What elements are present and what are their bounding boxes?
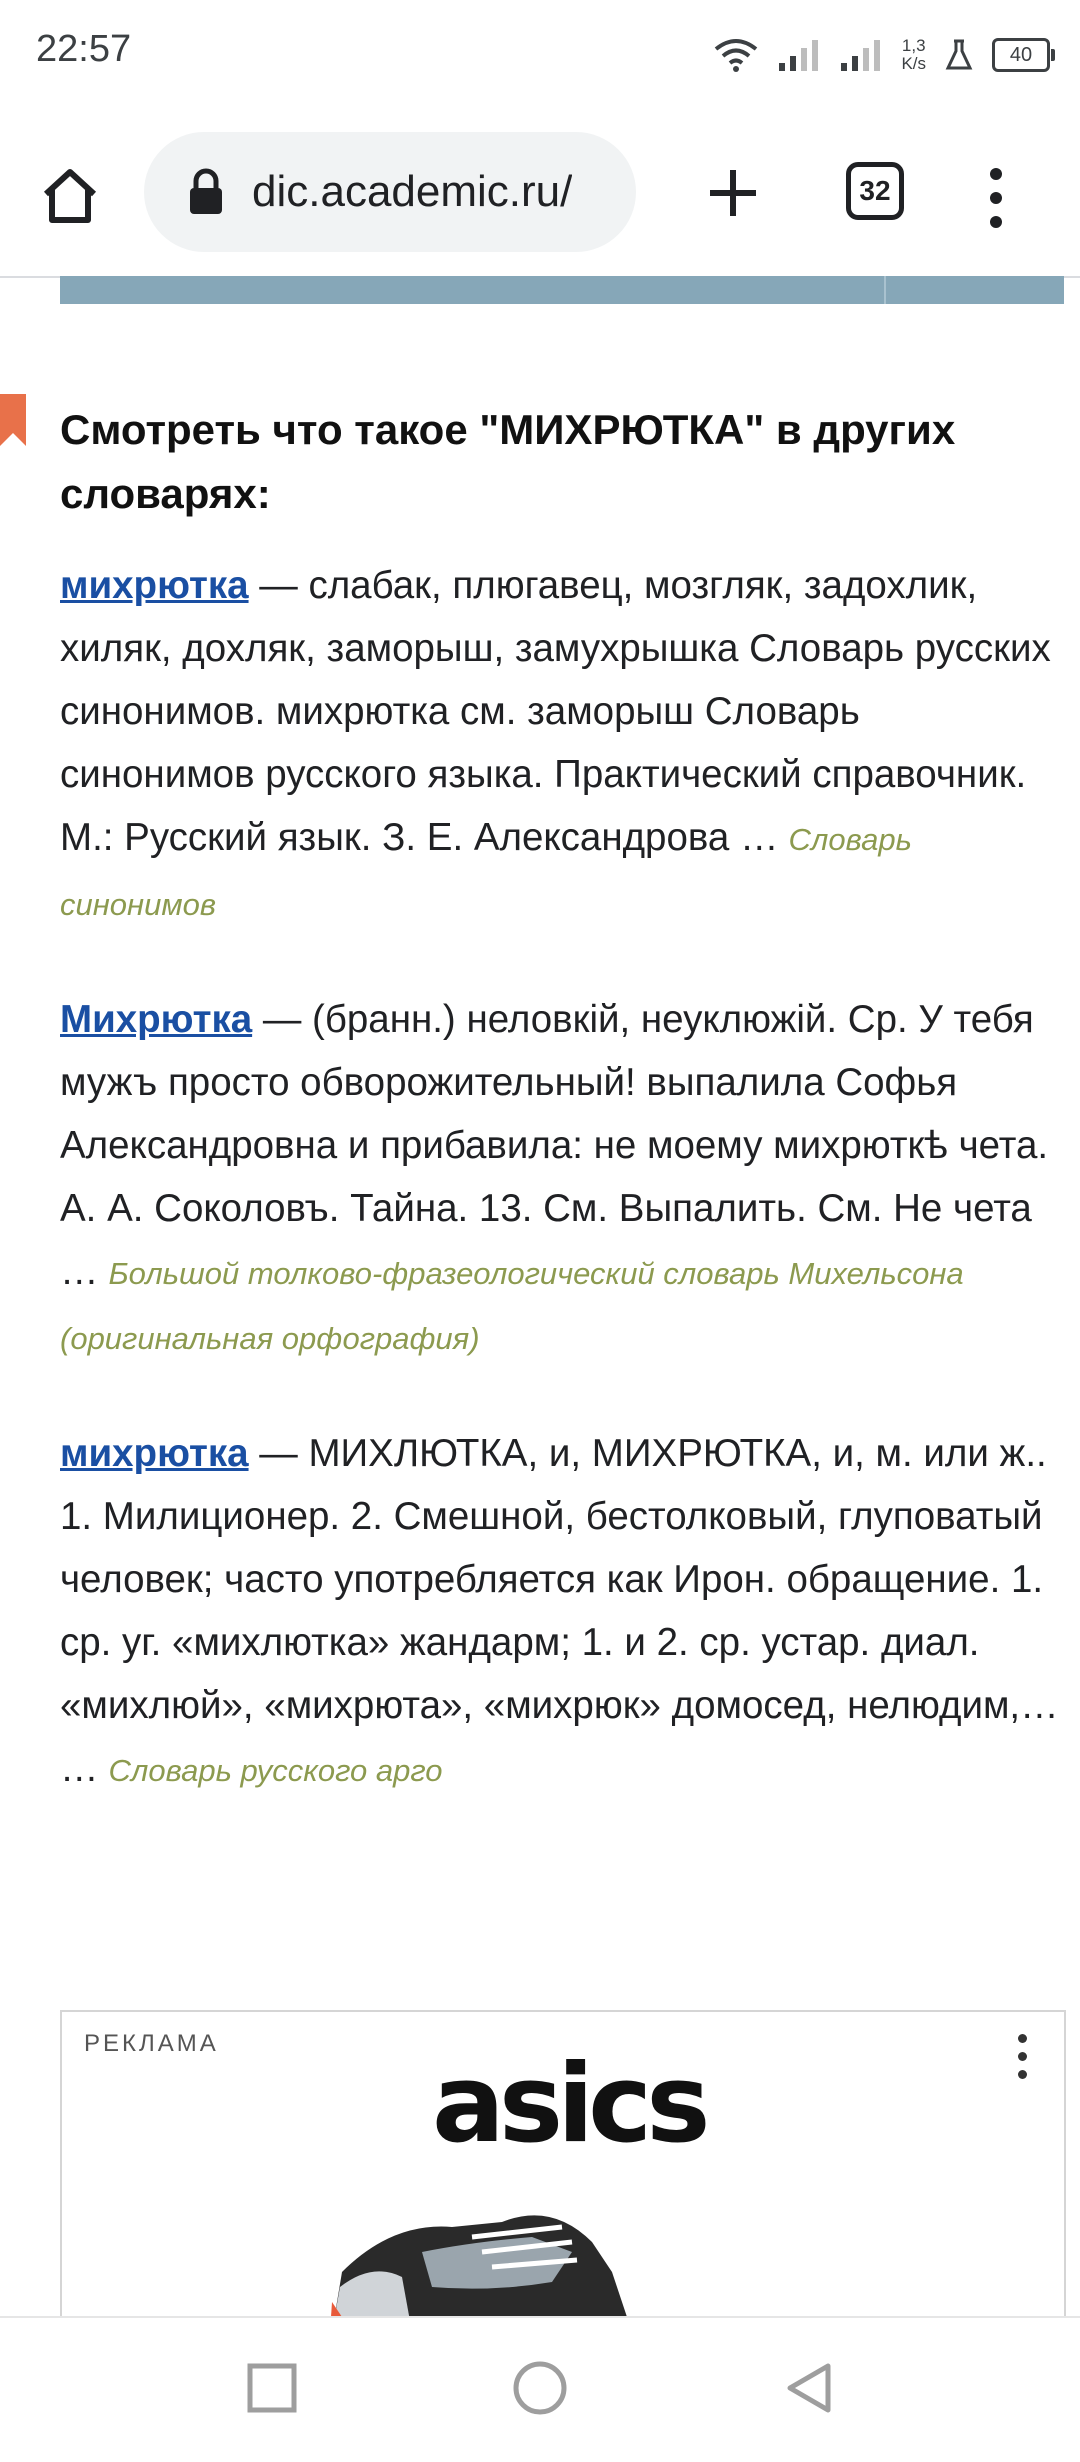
home-circle-icon[interactable]: [510, 2358, 570, 2418]
recents-icon[interactable]: [242, 2358, 302, 2418]
address-bar[interactable]: [144, 132, 636, 252]
shoe-image: [272, 2182, 772, 2332]
entry-text: — МИХЛЮТКА, и, МИХРЮТКА, и, м. или ж.. 1. Милиционер. 2. Смешной, бестолковый, глуповатый человек; часто употребляется как Ирон. обращение. 1. ср. уг. «михлютка» жандарм; 1. и 2. ср. устар. диал. «михлюй», «михрюта», «михрюк» домосед, нелюдим,… …: [60, 1432, 1059, 1790]
signal-icon: [839, 37, 883, 73]
bookmark-icon[interactable]: [0, 394, 26, 446]
network-speed: [901, 37, 926, 73]
dictionary-entry: [60, 988, 1064, 1370]
header-strip: [60, 276, 1064, 304]
new-tab-button[interactable]: [700, 160, 766, 226]
wifi-icon: [713, 37, 759, 73]
ad-options-button[interactable]: [1018, 2034, 1030, 2079]
system-nav-bar: [0, 2316, 1080, 2462]
home-button[interactable]: [34, 160, 106, 232]
entry-headword-link[interactable]: Михрютка: [60, 998, 253, 1041]
menu-dot: [1018, 2052, 1027, 2061]
tabs-button[interactable]: 32: [846, 162, 904, 220]
browser-toolbar: [0, 110, 1080, 278]
menu-dot: [990, 216, 1002, 228]
entry-source-link[interactable]: Словарь русского арго: [108, 1753, 443, 1788]
dictionary-entry: [60, 554, 1064, 936]
ad-brand-logo: asics: [432, 2042, 705, 2167]
article: [60, 398, 1064, 1854]
more-vert-icon[interactable]: [974, 162, 1018, 234]
status-time: 22:57: [36, 28, 132, 70]
home-icon: [38, 164, 102, 228]
entry-headword-link[interactable]: михрютка: [60, 1432, 249, 1475]
url-text: dic.academic.ru/: [252, 167, 573, 216]
entry-headword-link[interactable]: михрютка: [60, 564, 249, 607]
entry-text: — слабак, плюгавец, мозгляк, задохлик, хиляк, дохляк, заморыш, замухрышка Словарь русских синонимов. михрютка см. заморыш Словарь синонимов русского языка. Практический справочник. М.: Русский язык. З. Е. Александрова …: [60, 564, 1051, 859]
ad-label: РЕКЛАМА: [84, 2030, 219, 2057]
plus-icon: [706, 166, 760, 220]
speed-value: 1,3: [901, 36, 926, 55]
entry-source-link[interactable]: Большой толково-фразеологический словарь Михельсона (оригинальная орфография): [60, 1256, 964, 1356]
dictionary-entry: [60, 1422, 1064, 1802]
battery-icon: 40: [992, 38, 1050, 72]
lock-icon: [186, 168, 226, 216]
back-icon[interactable]: [780, 2358, 840, 2418]
menu-dot: [1018, 2070, 1027, 2079]
section-title: Смотреть что такое "МИХРЮТКА" в других словарях:: [60, 406, 956, 517]
status-icons: [713, 30, 1050, 80]
entry-text: — (бранн.) неловкій, неуклюжій. Ср. У тебя мужъ просто обворожительный! выпалила Софья Александровна и прибавила: не моему михрюткѣ чета. А. А. Соколовъ. Тайна. 13. См. Выпалить. См. Не чета …: [60, 998, 1049, 1293]
signal-icon: [777, 37, 821, 73]
menu-dot: [990, 192, 1002, 204]
menu-dot: [1018, 2034, 1027, 2043]
ad-banner[interactable]: [60, 2010, 1066, 2332]
menu-dot: [990, 168, 1002, 180]
lab-icon: [944, 38, 974, 72]
entry-source-link[interactable]: Словарь синонимов: [60, 822, 912, 922]
speed-unit: K/s: [901, 54, 926, 73]
status-bar: [0, 0, 1080, 110]
